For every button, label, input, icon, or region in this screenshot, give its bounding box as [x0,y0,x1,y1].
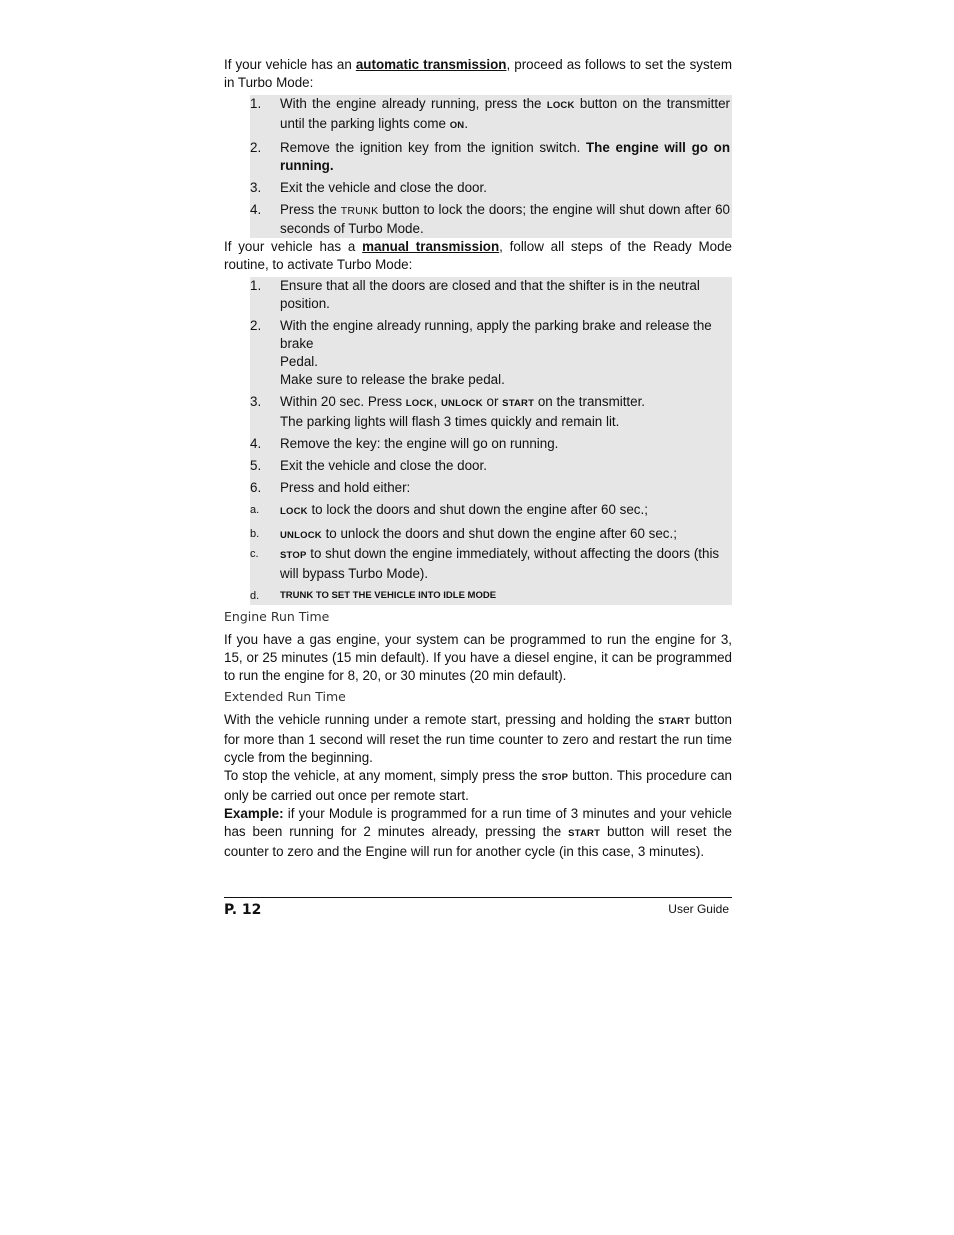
page-number: P. 12 [224,902,262,918]
list-item: b. UNLOCK to unlock the doors and shut down the engine after 60 sec.; [250,526,677,541]
list-item: 2. Remove the ignition key from the ignition switch. The engine will go on running. [250,140,730,173]
trunk-key-label: TRUNK [340,205,379,217]
automatic-intro: If your vehicle has an automatic transmission, proceed as follows to set the system in Turbo Mode: [224,57,733,90]
manual-intro: If your vehicle has a manual transmission, follow all steps of the Ready Mode routine, to activate Turbo Mode: [224,239,732,272]
list-item: 4. Remove the key: the engine will go on running. [250,436,559,451]
list-item: 3. Within 20 sec. Press LOCK, UNLOCK or START on the transmitter. The parking lights will flash 3 times quickly and remain lit. [250,394,646,429]
list-item: 1. With the engine already running, press the LOCK button on the transmitter until the parking lights come ON. [250,96,730,131]
list-item: 4. Press the TRUNK button to lock the doors; the engine will shut down after 60 seconds of Turbo Mode. [250,202,730,236]
extended-run-time-p2: To stop the vehicle, at any moment, simply press the STOP button. This procedure can only be carried out once per remote start. [224,768,732,803]
list-item: d. TRUNK TO SET THE VEHICLE INTO IDLE MODE [250,590,497,602]
page-content [224,56,732,861]
engine-run-time-text: If you have a gas engine, your system can be programmed to run the engine for 3, 15, or 25 minutes (15 min default). If you have a diesel engine, it can be programmed to run the engine for 8, 20, or 30 minutes (20 min default). [224,632,732,683]
engine-run-time-heading: Engine Run Time [224,609,330,624]
list-item: a. LOCK to lock the doors and shut down the engine after 60 sec.; [250,502,648,517]
automatic-transmission-term: automatic transmission [355,57,507,72]
list-item: 5. Exit the vehicle and close the door. [250,458,487,473]
document-title: User Guide [668,902,729,916]
list-item: 1. Ensure that all the doors are closed and that the shifter is in the neutral position. [250,278,700,311]
manual-steps-list [250,277,732,605]
extended-run-time-heading: Extended Run Time [224,689,346,704]
extended-run-time-p1: With the vehicle running under a remote start, pressing and holding the START button for more than 1 second will reset the run time counter to zero and restart the run time cycle from the beginning. [224,712,732,765]
extended-run-time-example: Example: if your Module is programmed for a run time of 3 minutes and your vehicle has been running for 2 minutes already, pressing the START button will reset the counter to zero and the Engine will run for another cycle (in this case, 3 minutes). [224,806,732,859]
list-item: c. STOP to shut down the engine immediately, without affecting the doors (this will bypass Turbo Mode). [250,546,720,581]
page-footer [224,897,732,918]
manual-transmission-term: manual transmission [362,239,500,254]
list-item: 2. With the engine already running, apply the parking brake and release the brake Pedal. Make sure to release the brake pedal. [250,318,712,387]
list-item: 6. Press and hold either: [250,480,411,495]
automatic-steps-list [250,95,732,238]
lock-key-label: LOCK [546,100,575,111]
list-item: 3. Exit the vehicle and close the door. [250,180,487,195]
